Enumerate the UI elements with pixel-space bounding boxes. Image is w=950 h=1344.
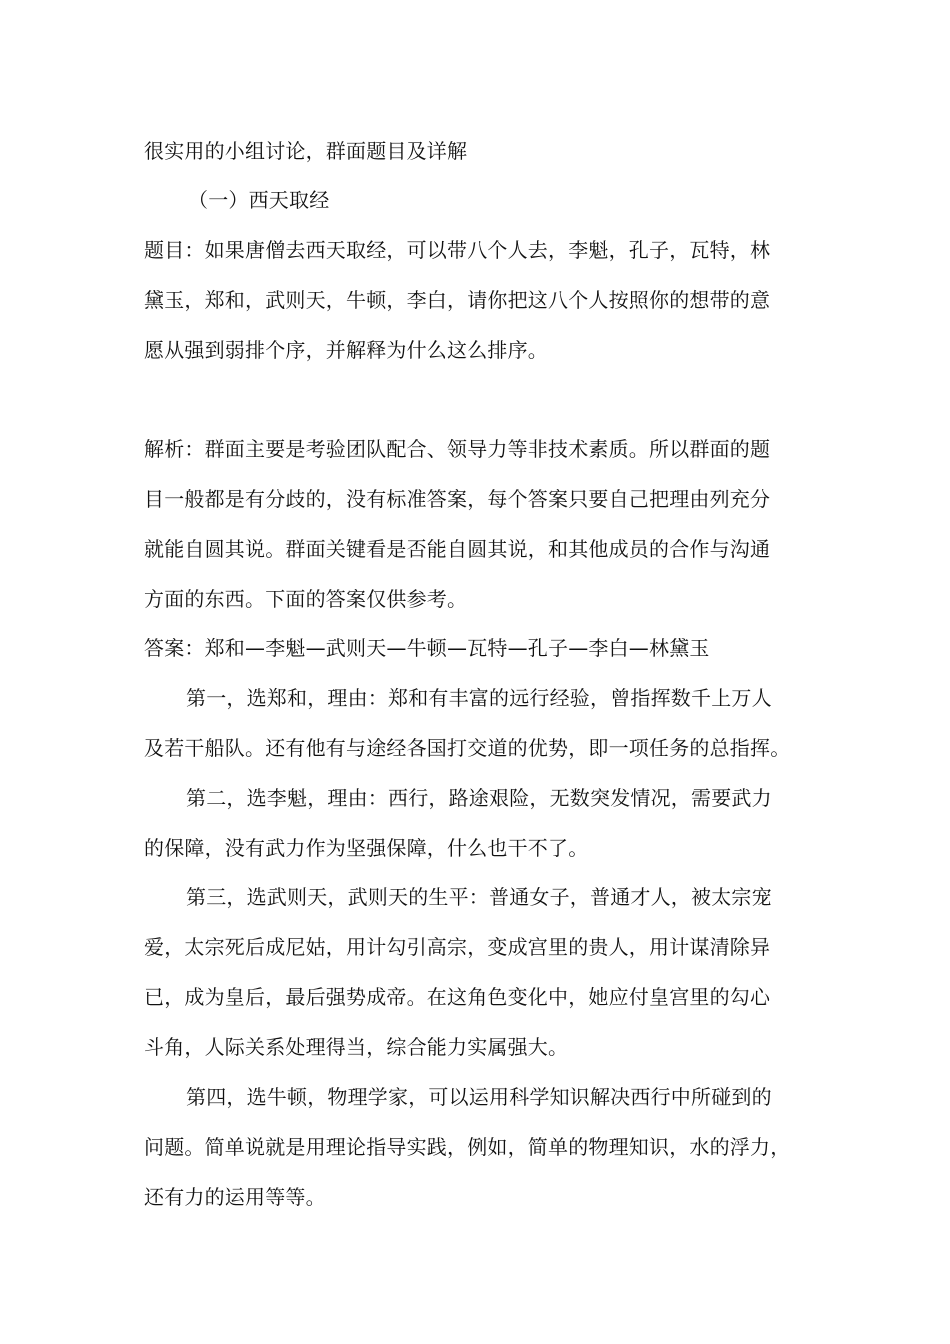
question-line: 黛玉，郑和，武则天，牛顿，李白，请你把这八个人按照你的想带的意	[144, 288, 771, 312]
analysis-line: 方面的东西。下面的答案仅供参考。	[144, 587, 468, 611]
answer-line: 答案：郑和—李魁—武则天—牛顿—瓦特—孔子—李白—林黛玉	[144, 636, 710, 660]
reason-second-line: 第二，选李魁，理由：西行，路途艰险，无数突发情况，需要武力	[186, 786, 772, 810]
reason-third-line: 爱，太宗死后成尼姑，用计勾引高宗，变成宫里的贵人，用计谋清除异	[144, 935, 771, 959]
analysis-line: 解析：群面主要是考验团队配合、领导力等非技术素质。所以群面的题	[144, 437, 771, 461]
reason-fourth-line: 还有力的运用等等。	[144, 1185, 326, 1209]
document-title: 很实用的小组讨论，群面题目及详解	[144, 139, 468, 163]
section-heading: （一）西天取经	[188, 188, 330, 212]
reason-second-line: 的保障，没有武力作为坚强保障，什么也干不了。	[144, 836, 589, 860]
reason-third-line: 已，成为皇后，最后强势成帝。在这角色变化中，她应付皇宫里的勾心	[144, 985, 771, 1009]
question-line: 题目：如果唐僧去西天取经，可以带八个人去，李魁，孔子，瓦特，林	[144, 238, 771, 262]
reason-fourth-line: 第四，选牛顿，物理学家，可以运用科学知识解决西行中所碰到的	[186, 1085, 772, 1109]
reason-first-line: 及若干船队。还有他有与途经各国打交道的优势，即一项任务的总指挥。	[144, 736, 791, 760]
question-line: 愿从强到弱排个序，并解释为什么这么排序。	[144, 338, 548, 362]
analysis-line: 目一般都是有分歧的，没有标准答案，每个答案只要自己把理由列充分	[144, 487, 771, 511]
reason-fourth-line: 问题。简单说就是用理论指导实践，例如，简单的物理知识，水的浮力，	[144, 1135, 791, 1159]
reason-first-line: 第一，选郑和，理由：郑和有丰富的远行经验，曾指挥数千上万人	[186, 686, 772, 710]
reason-third-line: 斗角，人际关系处理得当，综合能力实属强大。	[144, 1035, 569, 1059]
analysis-line: 就能自圆其说。群面关键看是否能自圆其说，和其他成员的合作与沟通	[144, 537, 771, 561]
reason-third-line: 第三，选武则天，武则天的生平：普通女子，普通才人，被太宗宠	[186, 885, 772, 909]
